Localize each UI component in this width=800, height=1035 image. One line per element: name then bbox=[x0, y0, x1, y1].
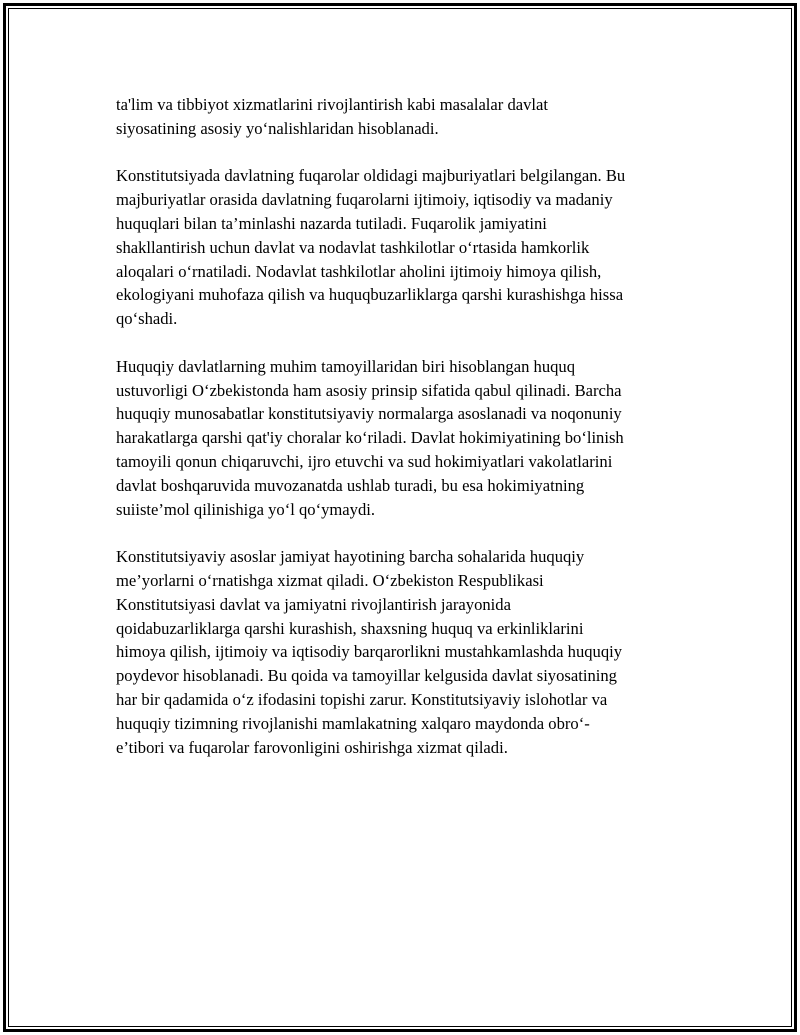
paragraph-3 bbox=[116, 355, 690, 522]
text-line: tamoyili qonun chiqaruvchi, ijro etuvchi va sud hokimiyatlari vakolatlarini bbox=[116, 451, 613, 471]
text-line: qo‘shadi. bbox=[116, 309, 178, 329]
text-line: davlat boshqaruvida muvozanatda ushlab turadi, bu esa hokimiyatning bbox=[116, 475, 585, 495]
paragraph-4 bbox=[116, 545, 690, 759]
text-line: har bir qadamida o‘z ifodasini topishi zarur. Konstitutsiyaviy islohotlar va bbox=[116, 689, 608, 709]
text-line: huquqlari bilan ta’minlashi nazarda tutiladi. Fuqarolik jamiyatini bbox=[116, 213, 547, 233]
text-line: Huquqiy davlatlarning muhim tamoyillaridan biri hisoblangan huquq bbox=[116, 356, 576, 376]
paragraph-2 bbox=[116, 164, 690, 331]
text-line: majburiyatlar orasida davlatning fuqarolarni ijtimoiy, iqtisodiy va madaniy bbox=[116, 190, 613, 210]
text-line: huquqiy munosabatlar konstitutsiyaviy normalarga asoslanadi va noqonuniy bbox=[116, 404, 622, 424]
text-line: siyosatining asosiy yo‘nalishlaridan hisoblanadi. bbox=[116, 118, 439, 138]
document-body bbox=[116, 93, 690, 783]
text-line: Konstitutsiyasi davlat va jamiyatni rivojlantirish jarayonida bbox=[116, 594, 511, 614]
text-line: poydevor hisoblanadi. Bu qoida va tamoyillar kelgusida davlat siyosatining bbox=[116, 666, 617, 686]
text-line: ta'lim va tibbiyot xizmatlarini rivojlantirish kabi masalalar davlat bbox=[116, 95, 549, 114]
text-line: Konstitutsiyaviy asoslar jamiyat hayotining barcha sohalarida huquqiy bbox=[116, 547, 585, 567]
text-line: e’tibori va fuqarolar farovonligini oshirishga xizmat qiladi. bbox=[116, 737, 508, 757]
text-line: aloqalari o‘rnatiladi. Nodavlat tashkilotlar aholini ijtimoiy himoya qilish, bbox=[116, 261, 602, 281]
paragraph-1 bbox=[116, 93, 690, 141]
text-line: suiiste’mol qilinishiga yo‘l qo‘ymaydi. bbox=[116, 499, 376, 519]
text-line: huquqiy tizimning rivojlanishi mamlakatning xalqaro maydonda obro‘- bbox=[116, 713, 590, 733]
text-line: ustuvorligi O‘zbekistonda ham asosiy prinsip sifatida qabul qilinadi. Barcha bbox=[116, 380, 622, 400]
text-line: shakllantirish uchun davlat va nodavlat tashkilotlar o‘rtasida hamkorlik bbox=[116, 237, 590, 257]
text-line: me’yorlarni o‘rnatishga xizmat qiladi. O‘zbekiston Respublikasi bbox=[116, 570, 544, 590]
text-line: Konstitutsiyada davlatning fuqarolar oldidagi majburiyatlari belgilangan. Bu bbox=[116, 166, 626, 186]
text-line: himoya qilish, ijtimoiy va iqtisodiy barqarorlikni mustahkamlashda huquqiy bbox=[116, 642, 623, 662]
text-line: harakatlarga qarshi qat'iy choralar ko‘riladi. Davlat hokimiyatining bo‘linish bbox=[116, 428, 624, 448]
text-line: ekologiyani muhofaza qilish va huquqbuzarliklarga qarshi kurashishga hissa bbox=[116, 285, 624, 305]
text-line: qoidabuzarliklarga qarshi kurashish, shaxsning huquq va erkinliklarini bbox=[116, 618, 584, 638]
